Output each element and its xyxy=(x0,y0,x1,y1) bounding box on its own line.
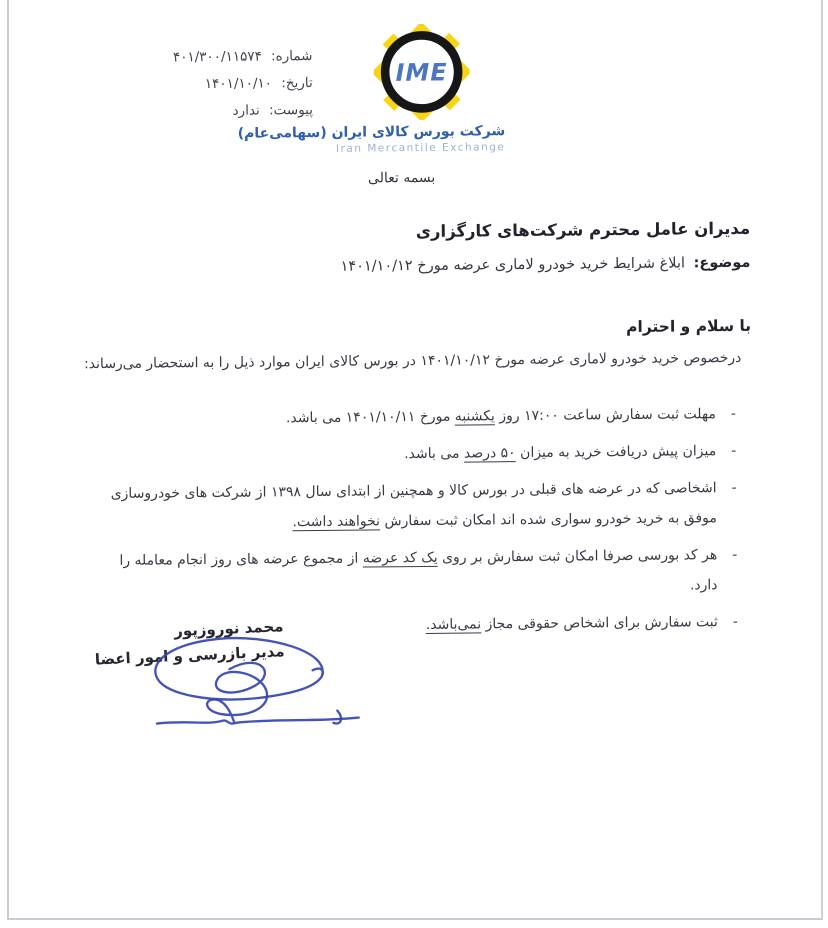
letter-number-row xyxy=(64,43,312,72)
bullet-text xyxy=(102,436,716,472)
bullet-text-underlined: یکشنبه xyxy=(454,408,495,425)
bullet-text-post: از مجموع عرضه های روز انجام معامله را دارد. xyxy=(119,550,718,594)
org-name-en: Iran Mercantile Exchange xyxy=(335,141,506,155)
subject-label: موضوع: xyxy=(693,254,751,272)
letter-date-label: تاریخ: xyxy=(281,75,313,92)
bullet-text-pre: هر کد بورسی صرفا امکان ثبت سفارش بر روی xyxy=(437,547,718,566)
bullet-item xyxy=(102,436,736,472)
bullet-text-underlined: نخواهند داشت. xyxy=(292,513,381,531)
bullet-item xyxy=(103,540,738,606)
bullet-text-underlined: ۵۰ درصد xyxy=(463,445,516,462)
bullet-text xyxy=(103,540,717,606)
intro-paragraph: درخصوص خرید خودرو لاماری عرضه مورخ ۱۴۰۱/۱۰/۱۲ در بورس کالای ایران موارد ذیل را به استحضار می‌رساند: xyxy=(83,349,742,373)
conditions-list xyxy=(102,399,738,650)
letter-attachment-value: ندارد xyxy=(232,102,260,119)
bullet-dash: - xyxy=(730,405,736,423)
ime-monogram: IME xyxy=(395,58,448,87)
bullet-text xyxy=(103,473,717,539)
letter-number-label: شماره: xyxy=(271,48,313,65)
letter-attachment-row xyxy=(65,97,313,126)
subject-line xyxy=(341,255,751,275)
bullet-text-underlined: نمی‌باشد. xyxy=(425,616,482,633)
letter-date-row xyxy=(65,70,313,99)
invocation-line: بسمه تعالی xyxy=(367,169,436,187)
letterhead-meta xyxy=(64,43,313,126)
letter-number-value: ۴۰۱/۳۰۰/۱۱۵۷۴ xyxy=(172,48,262,66)
signature-name: محمد نوروزپور xyxy=(173,617,284,641)
letter-date-value: ۱۴۰۱/۱۰/۱۰ xyxy=(204,75,273,93)
signature-title: مدیر بازرسی و امور اعضا xyxy=(94,642,285,669)
subject-text: ابلاغ شرایط خرید خودرو لاماری عرضه مورخ ۱۴۰۱/۱۰/۱۲ xyxy=(340,255,686,275)
bullet-item xyxy=(103,473,738,539)
bullet-dash: - xyxy=(731,479,737,497)
bullet-text-pre: میزان پیش دریافت خرید به میزان xyxy=(515,443,717,462)
bullet-dash: - xyxy=(732,613,738,631)
org-name-fa: شرکت بورس کالای ایران (سهامی‌عام) xyxy=(237,123,506,142)
signature-block xyxy=(94,614,285,672)
letter-page xyxy=(7,0,823,920)
letter-attachment-label: پیوست: xyxy=(268,102,314,119)
bullet-text-post: می باشد. xyxy=(404,445,465,463)
ime-logo-icon xyxy=(373,24,470,121)
bullet-text-pre: مهلت ثبت سفارش ساعت ۱۷:۰۰ روز xyxy=(494,406,716,425)
bullet-text xyxy=(102,399,716,435)
bullet-dash: - xyxy=(731,442,737,460)
letter-content xyxy=(6,0,827,922)
bullet-item xyxy=(102,399,736,435)
recipient-line: مدیران عامل محترم شرکت‌های کارگزاری xyxy=(415,218,751,242)
bullet-text-post: مورخ ۱۴۰۱/۱۰/۱۱ می باشد. xyxy=(285,408,455,427)
salutation-line: با سلام و احترام xyxy=(626,316,752,337)
bullet-text-underlined: یک کد عرضه xyxy=(362,549,438,567)
bullet-text-pre: ثبت سفارش برای اشخاص حقوقی مجاز xyxy=(481,614,718,633)
bullet-dash: - xyxy=(732,546,738,564)
bullet-text-pre: اشخاصی که در عرضه های قبلی در بورس کالا و همچنین از ابتدای سال ۱۳۹۸ از شرکت های خودروسازی موفق به خرید خودرو سواری شده اند امکان ثبت سفارش xyxy=(110,480,717,530)
